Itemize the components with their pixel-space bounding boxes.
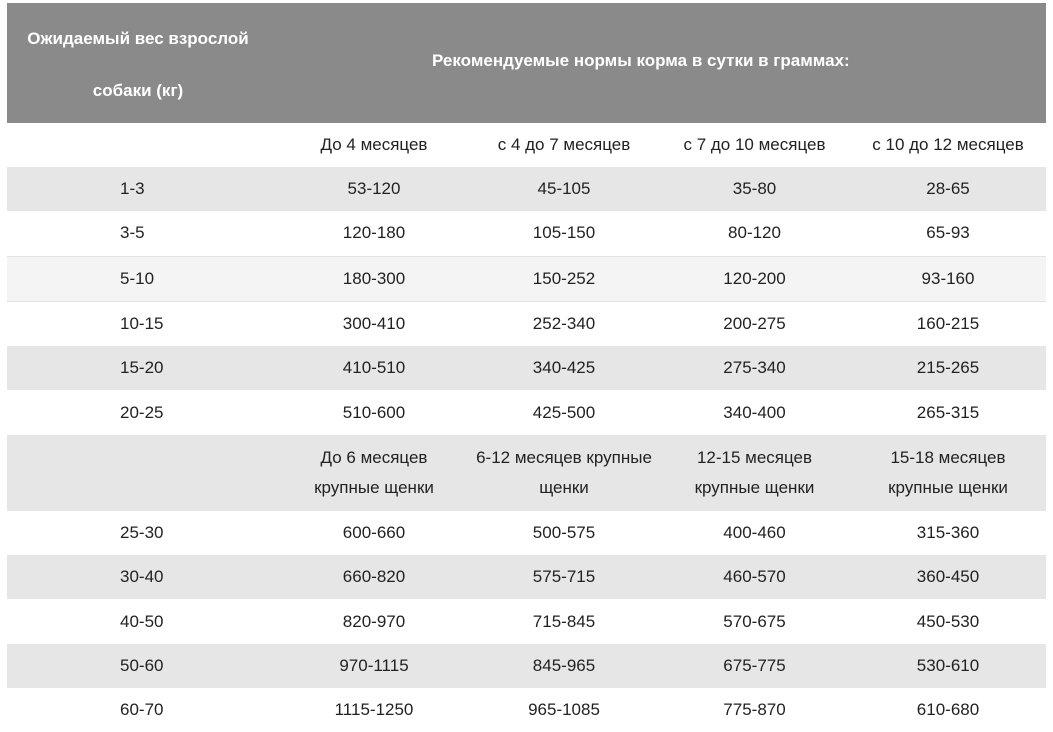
weight-cell: 10-15 bbox=[120, 314, 164, 334]
norm-cell: 570-675 bbox=[723, 611, 786, 631]
norm-cell: 45-105 bbox=[469, 167, 659, 211]
norm-cell: 820-970 bbox=[342, 611, 406, 631]
norm-cell: До 4 месяцев bbox=[320, 135, 428, 154]
norm-cell: 180-300 bbox=[279, 256, 469, 301]
norm-cell: 530-610 bbox=[850, 644, 1046, 688]
table-row bbox=[7, 688, 1046, 732]
weight-cell bbox=[7, 435, 279, 511]
norm-cell: 660-820 bbox=[279, 555, 469, 599]
norm-cell: 460-570 bbox=[659, 555, 850, 599]
weight-cell: 15-20 bbox=[7, 346, 279, 390]
table-header bbox=[7, 3, 1046, 123]
table-row bbox=[7, 211, 1046, 256]
table-row bbox=[7, 346, 1046, 390]
norm-cell: 970-1115 bbox=[279, 644, 469, 688]
norm-cell: 715-845 bbox=[532, 611, 596, 631]
norm-cell: 53-120 bbox=[279, 167, 469, 211]
norm-cell: 6-12 месяцев крупные щенки bbox=[469, 435, 659, 511]
norm-cell: 93-160 bbox=[850, 256, 1046, 301]
norm-cell: 35-80 bbox=[659, 167, 850, 211]
norm-cell: 15-18 месяцев крупные щенки bbox=[850, 435, 1046, 511]
norm-cell: 340-425 bbox=[469, 346, 659, 390]
norm-cell: с 7 до 10 месяцев bbox=[683, 135, 826, 154]
norm-cell: 1115-1250 bbox=[334, 700, 414, 720]
norm-cell: 610-680 bbox=[916, 700, 980, 720]
table-row bbox=[7, 390, 1046, 434]
norm-cell: 400-460 bbox=[723, 522, 786, 542]
large-puppy-subheader-row bbox=[7, 435, 1046, 511]
norm-cell: 965-1085 bbox=[528, 700, 600, 720]
weight-cell: 3-5 bbox=[120, 223, 145, 243]
norm-cell: 845-965 bbox=[469, 644, 659, 688]
norm-cell: 315-360 bbox=[916, 522, 980, 542]
norm-cell: 252-340 bbox=[532, 314, 596, 334]
norm-cell: 300-410 bbox=[342, 314, 406, 334]
norm-cell: 425-500 bbox=[532, 402, 596, 422]
norms-header: Рекомендуемые нормы корма в сутки в граммах: bbox=[432, 51, 850, 70]
norm-cell: 120-200 bbox=[659, 256, 850, 301]
weight-cell: 5-10 bbox=[7, 256, 279, 301]
norm-cell: 340-400 bbox=[723, 402, 786, 422]
norm-cell: 410-510 bbox=[279, 346, 469, 390]
norm-cell: 215-265 bbox=[850, 346, 1046, 390]
weight-header-line2: собаки (кг) bbox=[92, 81, 184, 100]
norm-cell: 775-870 bbox=[723, 700, 786, 720]
norm-cell: 12-15 месяцев крупные щенки bbox=[659, 435, 850, 511]
norm-cell: 275-340 bbox=[659, 346, 850, 390]
norm-cell: 360-450 bbox=[850, 555, 1046, 599]
norm-cell: 450-530 bbox=[916, 611, 980, 631]
norm-cell: 150-252 bbox=[469, 256, 659, 301]
norm-cell: 28-65 bbox=[850, 167, 1046, 211]
table-row bbox=[7, 599, 1046, 643]
weight-cell: 20-25 bbox=[120, 402, 164, 422]
weight-column-header bbox=[7, 3, 269, 123]
table-row bbox=[7, 555, 1046, 599]
weight-cell bbox=[7, 123, 279, 167]
table-row bbox=[7, 511, 1046, 555]
norm-cell: 105-150 bbox=[532, 223, 596, 243]
weight-header-line1: Ожидаемый вес взрослой bbox=[27, 29, 249, 48]
weight-cell: 40-50 bbox=[120, 611, 164, 631]
norm-cell: До 6 месяцев крупные щенки bbox=[279, 435, 469, 511]
norm-cell: 160-215 bbox=[916, 314, 980, 334]
table-row bbox=[7, 301, 1046, 346]
norm-cell: с 4 до 7 месяцев bbox=[497, 135, 631, 154]
feeding-norms-table bbox=[7, 123, 1046, 732]
norm-cell: 510-600 bbox=[342, 402, 406, 422]
norm-cell: 600-660 bbox=[342, 522, 406, 542]
table-row bbox=[7, 167, 1046, 211]
norm-cell: 500-575 bbox=[532, 522, 596, 542]
weight-cell: 50-60 bbox=[7, 644, 279, 688]
table-row bbox=[7, 256, 1046, 301]
norm-cell: 265-315 bbox=[916, 402, 980, 422]
weight-cell: 60-70 bbox=[120, 700, 164, 720]
age-subheader-row bbox=[7, 123, 1046, 167]
table-row bbox=[7, 644, 1046, 688]
weight-cell: 1-3 bbox=[7, 167, 279, 211]
weight-cell: 30-40 bbox=[7, 555, 279, 599]
norm-cell: с 10 до 12 месяцев bbox=[872, 135, 1024, 154]
weight-cell: 25-30 bbox=[120, 522, 164, 542]
norm-cell: 675-775 bbox=[659, 644, 850, 688]
norm-cell: 80-120 bbox=[728, 223, 781, 243]
norm-cell: 120-180 bbox=[342, 223, 406, 243]
norm-cell: 65-93 bbox=[926, 223, 970, 243]
norm-cell: 575-715 bbox=[469, 555, 659, 599]
norm-cell: 200-275 bbox=[723, 314, 786, 334]
